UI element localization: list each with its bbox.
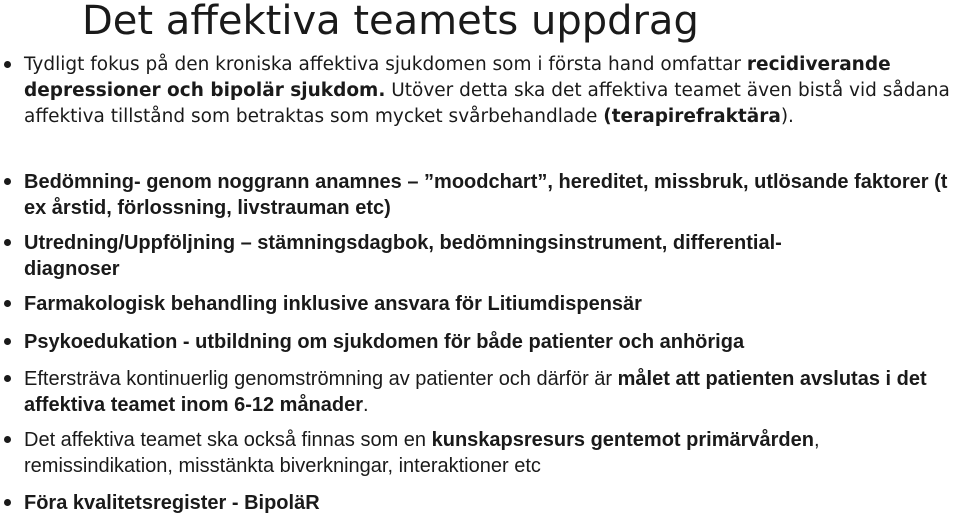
text-segment: Det affektiva teamet ska också finnas som en (24, 429, 432, 451)
text-segment: , remissindikation, misstänkta biverkningar, interaktioner etc (24, 429, 820, 477)
text-segment-bold: kunskapsresurs gentemot primärvården (431, 429, 814, 451)
text-segment: . (363, 394, 369, 416)
bullet-dot-icon (4, 436, 11, 443)
bullet-text-assessment (24, 169, 954, 221)
text-segment-bold: Bedömning- genom noggrann anamnes – ”moodchart”, hereditet, missbruk, utlösande faktorer (t ex årstid, förlossning, livstrauman etc) (24, 171, 948, 219)
text-segment-bold: (terapirefraktära (603, 106, 781, 127)
text-segment: Eftersträva kontinuerlig genomströmning av patienter och därför är (24, 368, 618, 390)
text-segment-bold: recidiverande depressioner och bipolär sjukdom. (24, 54, 891, 101)
text-segment: Tydligt fokus på den kroniska affektiva sjukdomen som i första hand omfattar (24, 54, 747, 75)
slide-title: Det affektiva teamets uppdrag (82, 0, 699, 44)
text-segment-bold: Psykoedukation - utbildning om sjukdomen för både patienter och anhöriga (24, 331, 745, 353)
bullet-text-knowledge-resource (24, 427, 954, 479)
text-segment-bold: Föra kvalitetsregister - BipoläR (24, 492, 320, 514)
bullet-text-pharmacology (24, 291, 954, 317)
bullet-text-quality-register (24, 490, 954, 516)
bullet-dot-icon (4, 239, 11, 246)
bullet-text-psychoeducation (24, 329, 954, 355)
bullet-dot-icon (4, 375, 11, 382)
bullet-dot-icon (4, 300, 11, 307)
bullet-dot-icon (4, 178, 11, 185)
bullet-dot-icon (4, 61, 11, 68)
text-segment: ). (780, 106, 794, 127)
text-segment-bold: målet att patienten avslutas i det affektiva teamet inom 6-12 månader (24, 368, 927, 416)
text-segment-bold: Farmakologisk behandling inklusive ansvara för Litiumdispensär (24, 293, 642, 315)
bullet-text-focus (24, 52, 954, 130)
bullet-dot-icon (4, 499, 11, 506)
text-segment: Utöver detta ska det affektiva teamet även bistå vid sådana affektiva tillstånd som betraktas som mycket svårbehandlade (24, 80, 950, 127)
bullet-text-continuous-flow (24, 366, 954, 418)
bullet-text-investigation (24, 230, 804, 282)
bullet-dot-icon (4, 338, 11, 345)
text-segment-bold: Utredning/Uppföljning – stämningsdagbok, bedömningsinstrument, differential-diagnoser (24, 232, 782, 280)
